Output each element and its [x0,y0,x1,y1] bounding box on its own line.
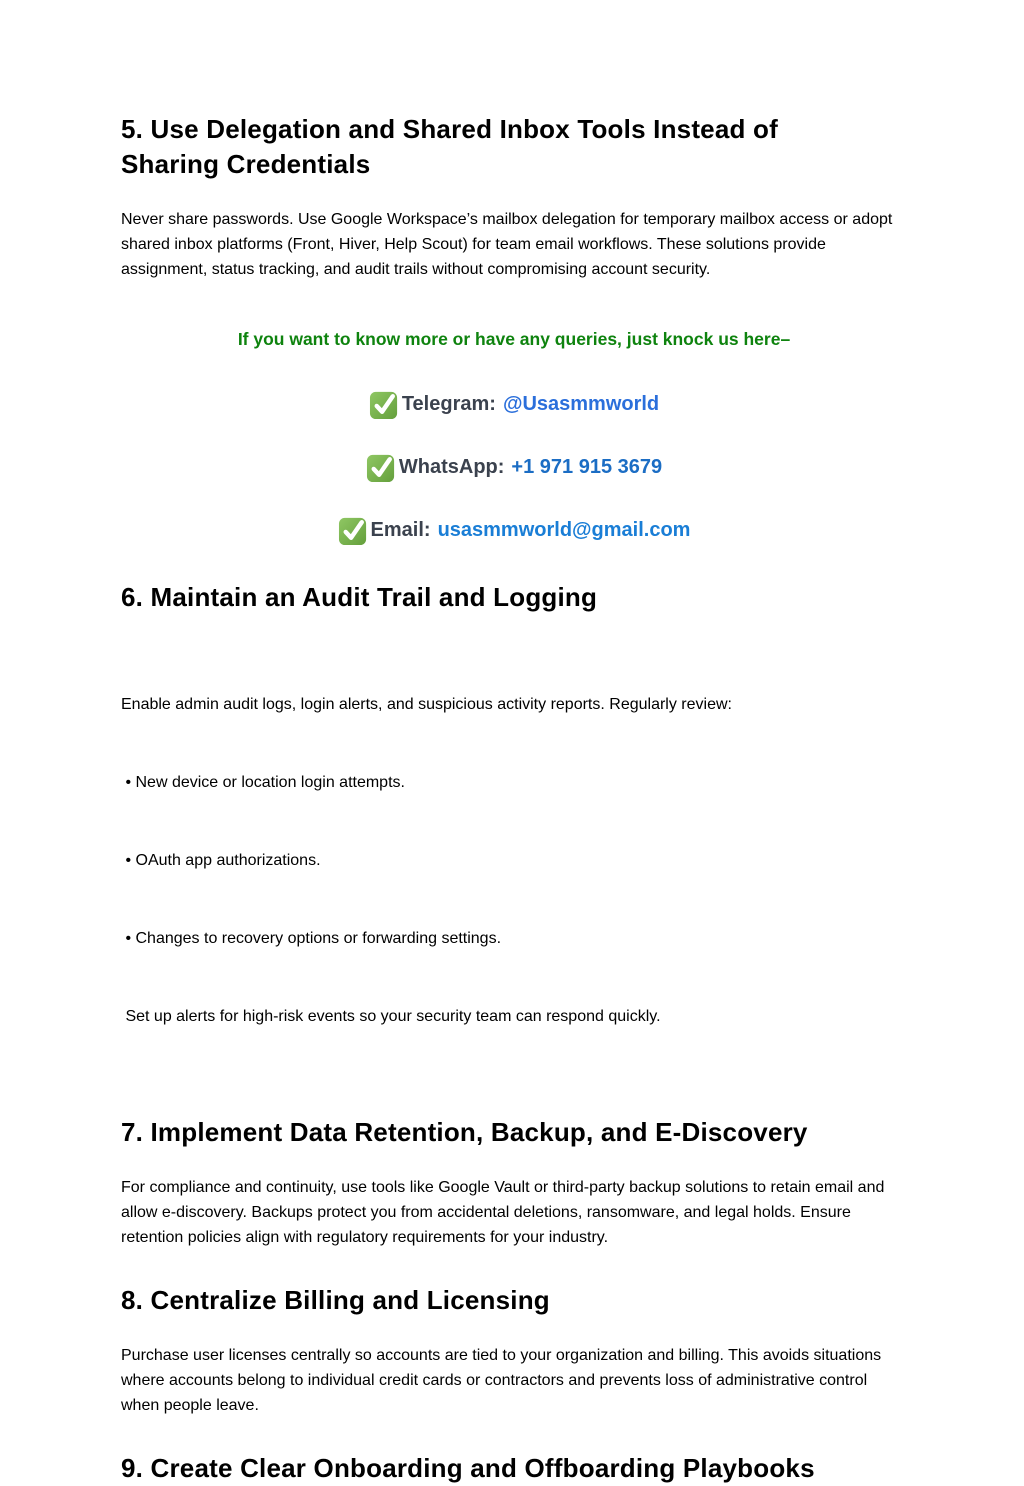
section-8-paragraph: Purchase user licenses centrally so accounts are tied to your organization and billing. This avoids situations where accounts belong to individual credit cards or contractors and prevents loss of administrative control when people leave. [121,1347,886,1414]
telegram-label: Telegram: [401,392,496,415]
whatsapp-row [121,450,907,484]
email-link[interactable]: usasmmworld@gmail.com [437,518,691,541]
email-row [121,513,907,547]
section-5-heading [121,112,907,182]
cta-line: If you want to know more or have any queries, just knock us here– [237,329,791,349]
telegram-link[interactable]: @Usasmmworld [502,392,660,415]
section-5-paragraph: Never share passwords. Use Google Workspace’s mailbox delegation for temporary mailbox access or adopt shared inbox platforms (Front, Hiver, Help Scout) for team email workflows. These solutions provide assignment, status tracking, and audit trails without compromising account security. [121,211,897,278]
section-9-heading: 9. Create Clear Onboarding and Offboarding Playbooks [121,1453,815,1483]
email-label: Email: [370,518,431,541]
check-mark-icon [366,452,397,483]
whatsapp-link[interactable]: +1 971 915 3679 [511,455,663,478]
section-7-heading: 7. Implement Data Retention, Backup, and E-Discovery [121,1117,808,1147]
section-6-line-intro: Enable admin audit logs, login alerts, and suspicious activity reports. Regularly review: [121,696,732,713]
section-6-paragraph [121,640,907,1082]
document-content [121,0,907,1486]
section-8-heading: 8. Centralize Billing and Licensing [121,1285,550,1315]
section-5-heading-line-2: Sharing Credentials [121,149,371,179]
telegram-row [121,387,907,421]
section-5-heading-line-1: 5. Use Delegation and Shared Inbox Tools Instead of [121,114,778,144]
section-6-bullet-2: • OAuth app authorizations. [121,852,321,869]
check-mark-icon [369,389,400,420]
whatsapp-label: WhatsApp: [398,455,505,478]
section-6-heading: 6. Maintain an Audit Trail and Logging [121,582,598,612]
section-6-bullet-3: • Changes to recovery options or forwarding settings. [121,930,502,947]
section-7-paragraph: For compliance and continuity, use tools like Google Vault or third-party backup solutions to retain email and allow e-discovery. Backups protect you from accidental deletions, ransomware, and legal holds. Ensure retention policies align with regulatory requirements for your industry. [121,1179,889,1246]
section-6-bullet-1: • New device or location login attempts. [121,774,405,791]
check-mark-icon [338,515,369,546]
section-6-line-outro: Set up alerts for high-risk events so your security team can respond quickly. [121,1008,661,1025]
